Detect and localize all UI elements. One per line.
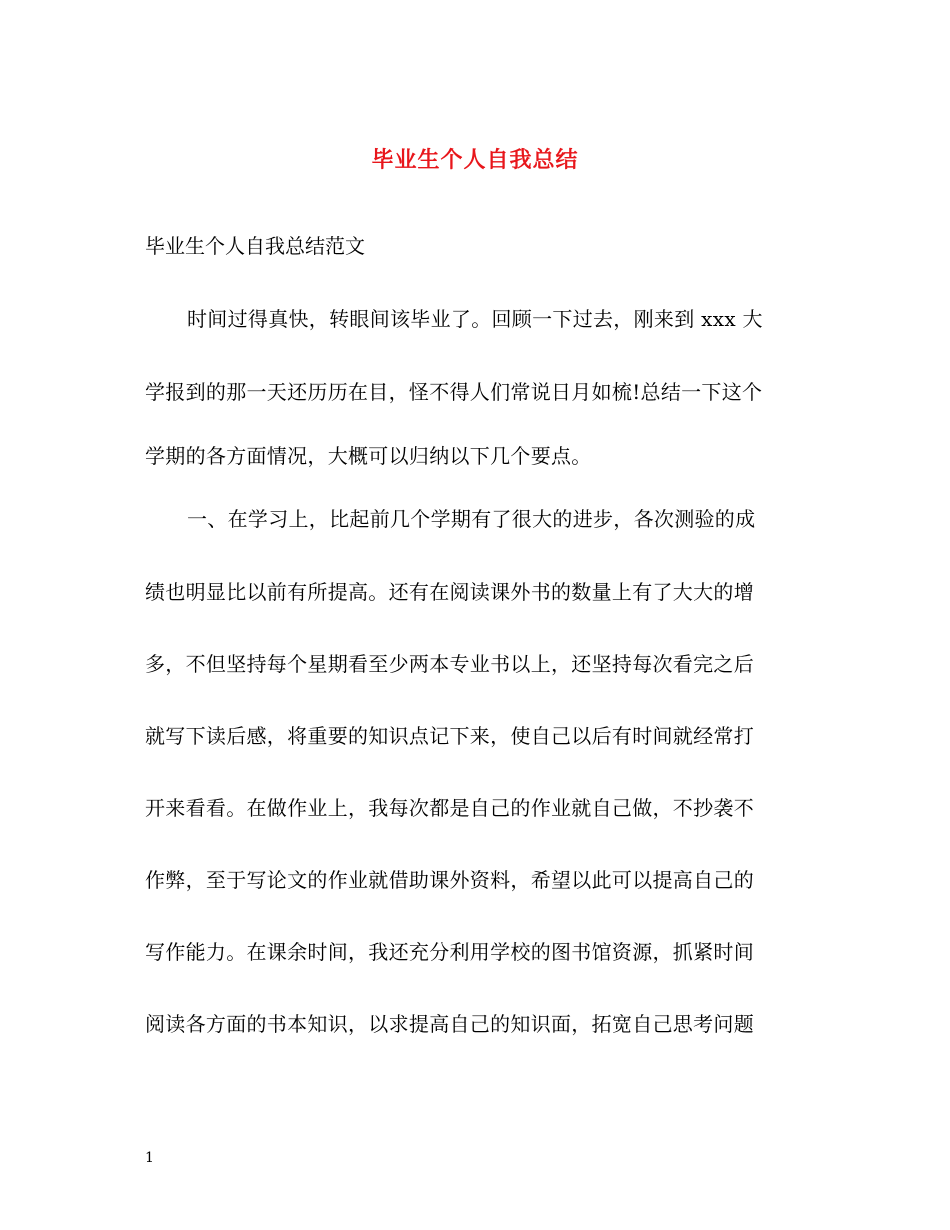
body-line-6: 多，不但坚持每个星期看至少两本专业书以上，还坚持每次看完之后 <box>145 652 754 676</box>
body-line-5: 绩也明显比以前有所提高。还有在阅读课外书的数量上有了大大的增 <box>145 580 754 604</box>
body-line-7: 就写下读后感，将重要的知识点记下来，使自己以后有时间就经常打 <box>145 724 754 748</box>
body-line-8: 开来看看。在做作业上，我每次都是自己的作业就自己做，不抄袭不 <box>145 796 754 820</box>
document-subtitle: 毕业生个人自我总结范文 <box>145 234 365 258</box>
document-title: 毕业生个人自我总结 <box>371 147 579 173</box>
body-line-9: 作弊，至于写论文的作业就借助课外资料，希望以此可以提高自己的 <box>145 868 754 892</box>
body-line-1: 时间过得真快，转眼间该毕业了。回顾一下过去，刚来到 xxx 大 <box>187 307 763 331</box>
body-line-10: 写作能力。在课余时间，我还充分利用学校的图书馆资源，抓紧时间 <box>145 940 754 964</box>
body-line-4: 一、在学习上，比起前几个学期有了很大的进步，各次测验的成 <box>187 507 756 531</box>
body-line-3: 学期的各方面情况，大概可以归纳以下几个要点。 <box>145 444 592 468</box>
page-number: 1 <box>145 1150 154 1166</box>
body-line-11: 阅读各方面的书本知识，以求提高自己的知识面，拓宽自己思考问题 <box>145 1012 754 1036</box>
body-line-2: 学报到的那一天还历历在目，怪不得人们常说日月如梳!总结一下这个 <box>145 380 763 404</box>
